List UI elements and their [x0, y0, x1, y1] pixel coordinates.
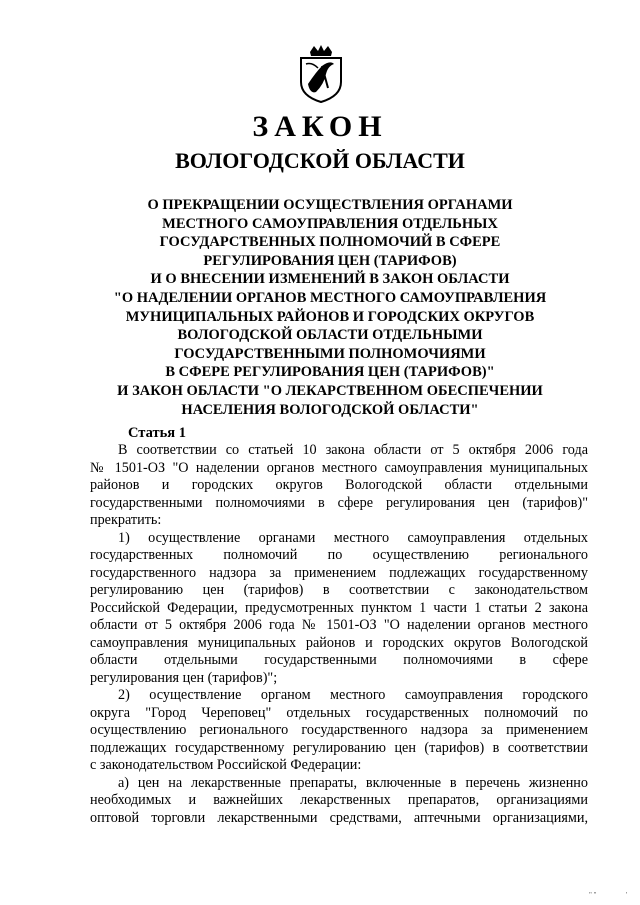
body-line: регулирования цен (тарифов)";	[90, 669, 278, 686]
body-line: а) цен на лекарственные препараты, включенные в перечень жизненно	[118, 774, 588, 791]
body-line: области от 5 октября 2006 года № 1501-ОЗ "О наделении органов местного	[90, 617, 588, 633]
body-line: государственными полномочиями в сфере регулирования цен (тарифов)"	[90, 494, 588, 511]
subject-line: И ЗАКОН ОБЛАСТИ "О ЛЕКАРСТВЕННОМ ОБЕСПЕЧЕНИИ	[117, 382, 543, 399]
body-line: необходимых и важнейших лекарственных препаратов, организациями	[90, 792, 588, 808]
subject-line: МЕСТНОГО САМОУПРАВЛЕНИЯ ОТДЕЛЬНЫХ	[162, 215, 498, 232]
article-body	[90, 442, 588, 827]
subject-line: ГОСУДАРСТВЕННЫХ ПОЛНОМОЧИЙ В СФЕРЕ	[159, 234, 501, 251]
body-line: прекратить:	[90, 512, 162, 528]
body-line: области отдельными государственными полномочиями в сфере	[90, 652, 588, 668]
subject-line: О ПРЕКРАЩЕНИИ ОСУЩЕСТВЛЕНИЯ ОРГАНАМИ	[147, 197, 513, 213]
body-line: осуществлению регионального государственного надзора за применением	[90, 722, 588, 738]
law-subject	[80, 196, 580, 419]
body-line: Российской Федерации, предусмотренных пунктом 1 части 1 статьи 2 закона	[90, 599, 588, 616]
subject-line: И О ВНЕСЕНИИ ИЗМЕНЕНИЙ В ЗАКОН ОБЛАСТИ	[150, 271, 510, 288]
body-line: 1) осуществление органами местного самоуправления отдельных	[118, 529, 588, 546]
subject-line: ВОЛОГОДСКОЙ ОБЛАСТИ ОТДЕЛЬНЫМИ	[177, 327, 483, 344]
body-line: оптовой торговли лекарственными средствами, аптечными организациями,	[90, 809, 588, 826]
region-title: ВОЛОГОДСКОЙ ОБЛАСТИ	[175, 148, 465, 173]
article-heading: Статья 1	[128, 425, 186, 441]
footer-mark: " "	[589, 891, 597, 899]
body-line: самоуправления муниципальных районов и городских округов Вологодской	[90, 634, 588, 651]
body-line: государственного надзора за применением подлежащих государственному	[90, 564, 588, 581]
body-line: округа "Город Череповец" отдельных государственных полномочий по	[90, 704, 588, 721]
body-line: подлежащих государственному регулированию цен (тарифов) в соответствии	[90, 739, 588, 756]
subject-line: "О НАДЕЛЕНИИ ОРГАНОВ МЕСТНОГО САМОУПРАВЛЕНИЯ	[113, 289, 547, 306]
body-line: 2) осуществление органом местного самоуправления городского	[118, 687, 588, 703]
body-line: государственных полномочий по осуществлению регионального	[90, 547, 588, 563]
body-line: № 1501-ОЗ "О наделении органов местного самоуправления муниципальных	[90, 459, 588, 476]
subject-line: МУНИЦИПАЛЬНЫХ РАЙОНОВ И ГОРОДСКИХ ОКРУГОВ	[125, 308, 535, 325]
subject-line: ГОСУДАРСТВЕННЫМИ ПОЛНОМОЧИЯМИ	[174, 345, 486, 362]
body-line: регулированию цен (тарифов) в соответствии с законодательством	[90, 582, 588, 598]
subject-line: РЕГУЛИРОВАНИЯ ЦЕН (ТАРИФОВ)	[203, 252, 457, 269]
document-title: ЗАКОН	[252, 110, 388, 143]
footer-mark: '	[626, 891, 628, 899]
subject-line: НАСЕЛЕНИЯ ВОЛОГОДСКОЙ ОБЛАСТИ"	[181, 401, 479, 418]
body-line: В соответствии со статьей 10 закона области от 5 октября 2006 года	[118, 442, 588, 458]
coat-of-arms-icon	[298, 44, 344, 104]
subject-line: В СФЕРЕ РЕГУЛИРОВАНИЯ ЦЕН (ТАРИФОВ)"	[165, 364, 495, 381]
body-line: районов и городских округов Вологодской области отдельными	[90, 477, 588, 493]
body-line: с законодательством Российской Федерации:	[90, 757, 362, 773]
